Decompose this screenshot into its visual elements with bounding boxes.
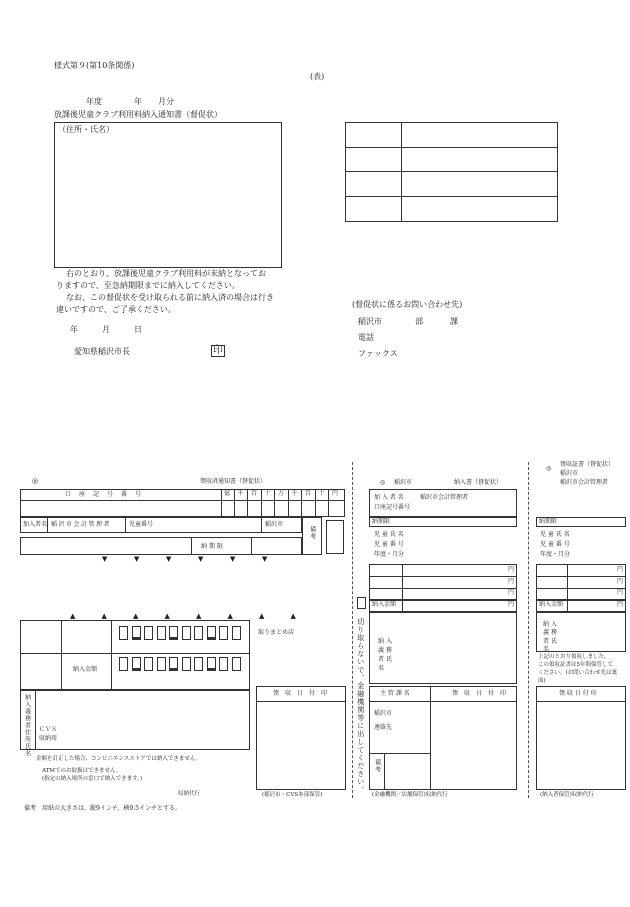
digit-separator xyxy=(274,489,275,516)
remarks-box xyxy=(302,517,322,555)
slip1-city: 稲沢市 xyxy=(265,521,284,528)
mayor-name: 愛知県稲沢市長 xyxy=(74,347,130,356)
slip3-year-month: 年度・月分 xyxy=(540,551,571,558)
amount-digit-box[interactable] xyxy=(207,626,216,640)
official-seal: 印 xyxy=(213,345,223,356)
triangle-up-icon: ▲ xyxy=(101,612,107,620)
footnote: 備考 用紙の大きさは、縦9インチ、横9.5インチとする。 xyxy=(24,805,181,812)
info-table xyxy=(345,122,558,222)
digit-separator xyxy=(315,489,316,516)
cvs-label: ＣＶＳ xyxy=(39,726,58,733)
slip2-payee-box xyxy=(369,489,517,517)
amount-digit-box[interactable] xyxy=(207,657,216,671)
triangle-down-icon: ▼ xyxy=(230,555,236,563)
notice-title: 放課後児童クラブ利用料納入通知書（督促状） xyxy=(54,110,222,119)
slip2-title: 納入書（督促状） xyxy=(454,479,503,486)
slip2-yen-3: 円 xyxy=(508,589,515,596)
account-header: 口 座 記 号 番 号 xyxy=(65,491,143,498)
triangle-down-icon: ▼ xyxy=(166,555,172,563)
slip2-payer-box xyxy=(369,612,517,684)
digit-separator xyxy=(328,489,329,516)
triangle-down-icon: ▼ xyxy=(102,555,108,563)
slip1-stamp-box xyxy=(256,686,346,790)
digit-separator xyxy=(247,489,248,516)
note-atm: ATMでのお取扱はできません。 xyxy=(42,768,122,774)
digit-head: 十 xyxy=(318,490,325,497)
slip2-remarks: 備考 xyxy=(373,759,381,773)
cut-line-1 xyxy=(352,462,353,798)
payee-value: 稲沢市会計管理者 xyxy=(51,521,112,528)
slip1-agent: 収納代行 xyxy=(178,791,201,797)
slip3-amount-label: 納入金額 xyxy=(539,601,564,608)
amount-digit-box[interactable] xyxy=(132,657,141,671)
slip2-dept-label: 主 管 課 名 xyxy=(380,690,410,697)
slip3-yen-4: 円 xyxy=(617,601,624,608)
slip1-stamp-label: 領 収 日 付 印 xyxy=(273,690,328,697)
note-amount-fix: 金額を訂正した場合、コンビニエンスストアでは納入できません。 xyxy=(36,756,202,762)
slip2-contact: 連絡先 xyxy=(374,724,393,731)
notice-date: 年 月 日 xyxy=(70,325,142,334)
slip2-year-month: 年度・月分 xyxy=(374,551,405,558)
slip2-amount-label: 納入金額 xyxy=(372,601,397,608)
digit-head: 百 xyxy=(305,490,312,497)
amount-digit-box[interactable] xyxy=(119,626,128,640)
amount-digit-box[interactable] xyxy=(132,626,141,640)
slip3-child-name: 児 童 氏 名 xyxy=(540,531,570,538)
slip2-yen-4: 円 xyxy=(508,601,515,608)
contact-city: 稲沢市 xyxy=(358,317,382,326)
slip1-title: 領収済通知書（督促状） xyxy=(200,478,267,485)
slip2-due-label: 納期限 xyxy=(372,518,391,525)
amount-digit-box[interactable] xyxy=(182,626,191,640)
remarks-side-box xyxy=(326,520,344,554)
slip1-mark: ◎ xyxy=(32,477,39,485)
year-month-line: 年度 年 月分 xyxy=(86,97,174,106)
triangle-down-icon: ▼ xyxy=(262,555,268,563)
slip2-account-label: 口座記号番号 xyxy=(374,504,411,511)
slip2-payee-label: 加 入 者 名 xyxy=(374,494,404,501)
cut-marker xyxy=(357,597,366,609)
due-label: 納期限 xyxy=(201,543,226,550)
payee-row xyxy=(20,517,302,533)
digit-separator xyxy=(301,489,302,516)
slip2-due-row xyxy=(369,517,517,527)
contact-section: 課 xyxy=(450,317,458,326)
amount-digit-box[interactable] xyxy=(232,657,241,671)
triangle-up-icon: ▲ xyxy=(196,612,202,620)
triangle-down-icon: ▼ xyxy=(134,555,140,563)
slip3-receipt-3: ください。(お問い合わせ先は裏 xyxy=(538,670,618,676)
slip2-bottom-box xyxy=(369,686,517,790)
triangle-up-icon: ▲ xyxy=(290,612,296,620)
slip2-mark: ◎ xyxy=(380,479,386,486)
slip2-amount-table xyxy=(369,564,517,612)
amount-digit-box[interactable] xyxy=(157,626,166,640)
contact-dept: 部 xyxy=(415,317,423,326)
slip2-payee-value: 稲沢市会計管理者 xyxy=(420,494,469,501)
slip3-footer: (納入者保管)収納代行 xyxy=(540,792,594,798)
slip3-payer-label: 納入義務者氏名 xyxy=(543,621,560,654)
amount-digit-box[interactable] xyxy=(182,657,191,671)
amount-digit-box[interactable] xyxy=(144,657,153,671)
contact-heading: (督促状に係るお問い合わせ先) xyxy=(352,300,463,309)
slip2-stamp-label: 領 収 日 付 印 xyxy=(452,690,507,697)
triangle-up-icon: ▲ xyxy=(133,612,139,620)
amount-digit-box[interactable] xyxy=(219,657,228,671)
amount-digit-box[interactable] xyxy=(119,657,128,671)
digit-head: 万 xyxy=(278,490,285,497)
bundling-store: 取りまとめ店 xyxy=(258,629,295,636)
slip3-stamp-label: 領 収 日 付 印 xyxy=(559,690,597,697)
notice-text-3: なお、この督促状を受け取られる前に納入済の場合は行き xyxy=(66,293,274,302)
amount-label: 納入金額 xyxy=(73,666,98,673)
slip2-yen-1: 円 xyxy=(508,566,515,573)
amount-digit-box[interactable] xyxy=(144,626,153,640)
due-row xyxy=(20,537,302,555)
cvs-collection-label: 収納用 xyxy=(39,735,58,742)
digit-head: 百 xyxy=(251,490,258,497)
slip3-city: 稲沢市 xyxy=(560,470,579,477)
slip2-child-number: 児 童 番 号 xyxy=(374,541,404,548)
amount-digit-box[interactable] xyxy=(169,657,178,671)
slip3-due-label: 納期限 xyxy=(539,518,558,525)
slip3-amount-table xyxy=(536,564,626,612)
slip3-receipt-1: 上記のとおり領収しました。 xyxy=(538,654,610,660)
slip3-receipt-2: この領収証書は5年間保管して xyxy=(538,662,614,668)
digit-separator xyxy=(261,489,262,516)
amount-digit-box[interactable] xyxy=(194,626,203,640)
slip3-due-row xyxy=(536,517,626,527)
payee-label: 加入者名 xyxy=(23,521,48,528)
digit-separator xyxy=(288,489,289,516)
triangle-up-icon: ▲ xyxy=(259,612,265,620)
child-number-label: 児童番号 xyxy=(129,521,154,528)
digit-separator xyxy=(234,489,235,516)
slip3-yen-2: 円 xyxy=(617,578,624,585)
slip3-mark: ◎ xyxy=(546,465,552,472)
triangle-up-icon: ▲ xyxy=(227,612,233,620)
digit-head: 千 xyxy=(291,490,298,497)
slip2-city2: 稲沢市 xyxy=(374,710,393,717)
slip2-payer-label: 納入義務者氏名 xyxy=(378,638,395,672)
cut-line-2 xyxy=(528,462,529,798)
amount-digit-box[interactable] xyxy=(157,657,166,671)
note-window: (指定の納入場所の窓口で納入できます。) xyxy=(42,776,143,782)
digit-head: 円 xyxy=(332,490,339,497)
amount-digit-box[interactable] xyxy=(219,626,228,640)
amount-digit-box[interactable] xyxy=(232,626,241,640)
slip3-receipt-4: 面) xyxy=(538,678,546,684)
slip3-payer-box xyxy=(536,612,626,652)
slip2-city: 稲沢市 xyxy=(394,479,413,486)
contact-fax: ファックス xyxy=(358,349,398,358)
triangle-up-icon: ▲ xyxy=(164,612,170,620)
slip3-title: 領収証書（督促状） xyxy=(560,461,615,468)
payer-box xyxy=(20,690,250,757)
cut-instruction: 切り取らないで、金融機関等に出してください。 xyxy=(356,618,365,794)
slip3-payee: 稲沢市会計管理者 xyxy=(560,479,609,486)
slip1-stamp-footer: (稲沢市・CVS本部保管) xyxy=(262,792,323,798)
slip3-yen-1: 円 xyxy=(617,566,624,573)
amount-digit-box[interactable] xyxy=(194,657,203,671)
notice-text-1: 右のとおり、放課後児童クラブ利用料が未納となってお xyxy=(66,269,266,278)
amount-digit-box[interactable] xyxy=(169,626,178,640)
slip3-yen-3: 円 xyxy=(617,589,624,596)
contact-tel: 電話 xyxy=(358,333,374,342)
triangle-down-icon: ▼ xyxy=(198,555,204,563)
slip2-child-name: 児 童 氏 名 xyxy=(374,531,404,538)
notice-text-2: りますので、至急納期限までに納入してください。 xyxy=(56,281,240,290)
notice-text-4: 違いですので、ご了承ください。 xyxy=(56,305,176,314)
slip2-yen-2: 円 xyxy=(508,578,515,585)
slip2-footer: (金融機関／店舗保管)収納代行 xyxy=(372,792,448,798)
payer-label: 納入義務者住所氏名 xyxy=(23,694,31,757)
address-label: （住所・氏名） xyxy=(58,125,114,134)
remarks-label: 備考 xyxy=(308,526,316,540)
digit-head: 十 xyxy=(264,490,271,497)
address-box xyxy=(54,122,282,268)
digit-head: 億 xyxy=(224,490,231,497)
digit-head: 千 xyxy=(237,490,244,497)
side-label: (表) xyxy=(310,72,325,81)
form-number: 様式第９(第10条関係) xyxy=(54,61,135,70)
triangle-up-icon: ▲ xyxy=(70,612,76,620)
slip3-child-number: 児 童 番 号 xyxy=(540,541,570,548)
slip3-stamp-box xyxy=(536,686,626,790)
